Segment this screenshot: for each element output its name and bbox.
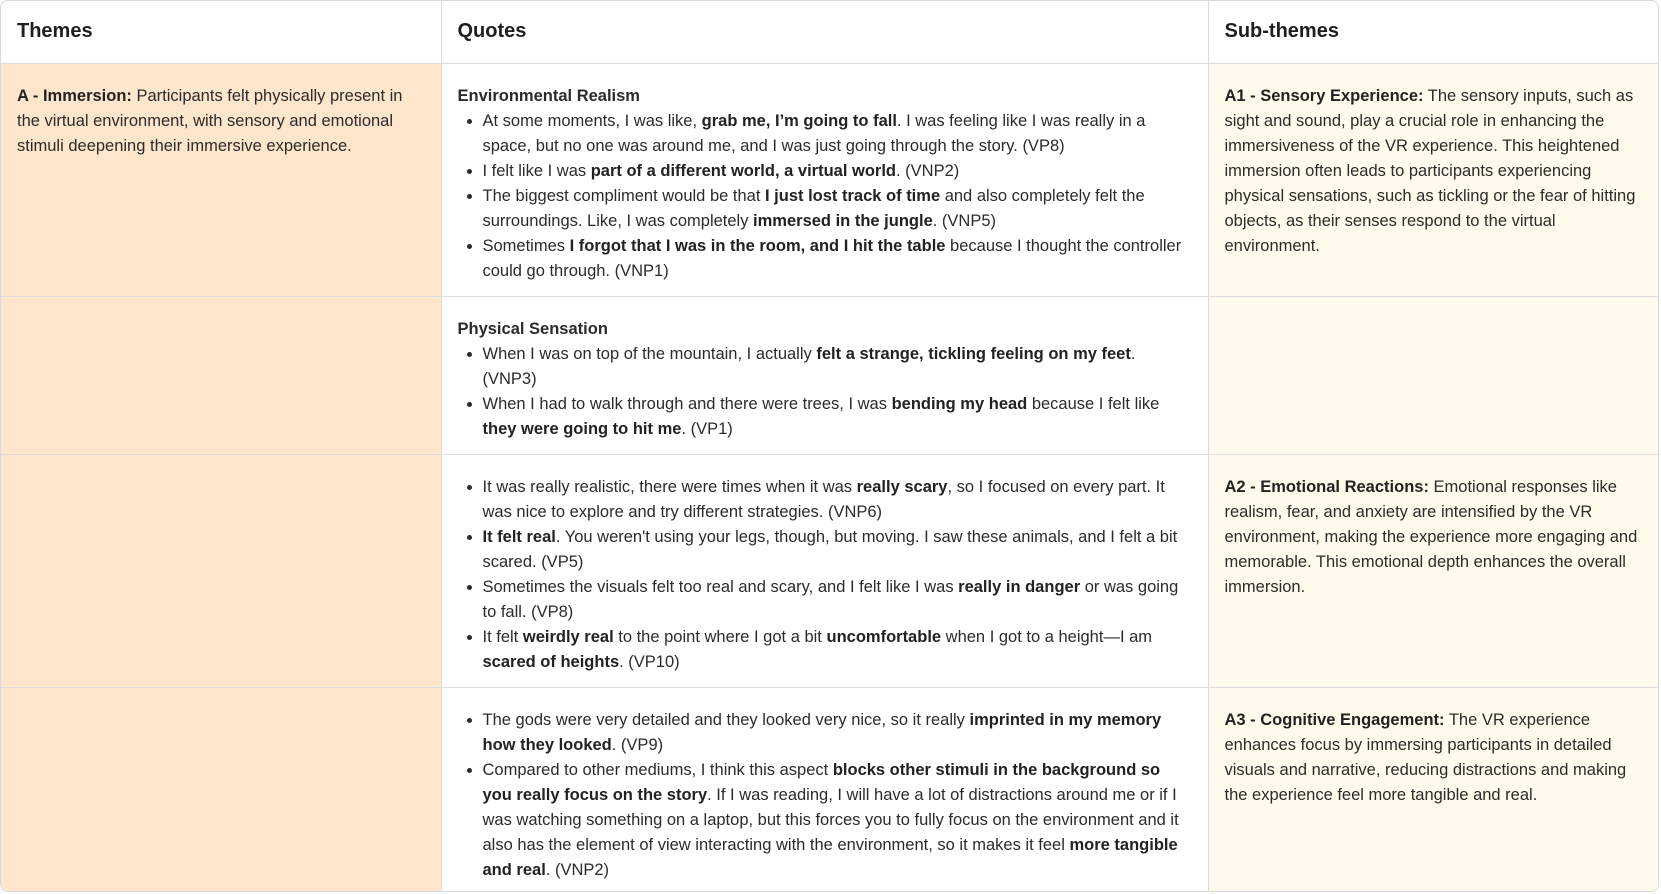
subtheme-cell [1208,454,1658,687]
quote-text: The biggest compliment would be that [482,186,765,205]
quote-emphasis: I just lost track of time [765,186,941,205]
header-quotes: Quotes [441,1,1208,63]
quote-text: because I felt like [1027,394,1160,413]
theme-cell [1,63,441,296]
theme-description: Participants felt physically present in the virtual environment, with sensory and emotional stimuli deepening their immersive experience. [17,86,403,155]
quote-emphasis: weirdly real [522,627,614,646]
quote-emphasis: really in danger [958,577,1081,596]
quote-emphasis: more tangible and real [482,835,1178,879]
quote-text: It felt [482,627,523,646]
subtheme-cell [1208,63,1658,296]
subtheme-description: Emotional responses like realism, fear, and anxiety are intensified by the VR environment, making the experience more engaging and memorable. This emotional depth enhances the overall immersion. [1224,477,1638,596]
quote-emphasis: uncomfortable [826,627,942,646]
quote-emphasis: I forgot that I was in the room, and I hit the table [569,236,946,255]
quote-text: . (VP1) [681,419,733,438]
quote-item [483,708,1192,758]
quote-item [483,475,1192,525]
quote-list [458,708,1192,883]
subtheme-cell [1208,296,1658,454]
quotes-cell [441,687,1208,892]
quote-item [483,625,1192,675]
quote-item [483,159,1192,184]
quote-text: The gods were very detailed and they looked very nice, so it really [482,710,970,729]
quote-emphasis: really scary [856,477,948,496]
quote-text: . (VNP2) [545,860,610,879]
subtheme-label: A1 - Sensory Experience: [1224,86,1424,105]
quote-item [483,758,1192,883]
quote-list [458,342,1192,442]
quote-emphasis: grab me, I’m going to fall [701,111,897,130]
subtheme-label: A2 - Emotional Reactions: [1224,477,1429,496]
subtheme-label: A3 - Cognitive Engagement: [1224,710,1445,729]
quote-emphasis: It felt real [482,527,556,546]
quote-list [458,109,1192,284]
theme-label: A - Immersion: [17,86,132,105]
quote-text: I felt like I was [482,161,591,180]
quote-item [483,234,1192,284]
quote-text: . If I was reading, I will have a lot of distractions around me or if I was watching something on a laptop, but this forces you to fully focus on the environment and it also has the element of view interacting with the environment, so it makes it feel [482,785,1179,854]
quote-emphasis: felt a strange, tickling feeling on my feet [816,344,1131,363]
quote-emphasis: they were going to hit me [482,419,682,438]
quote-text: or was going to fall. (VP8) [482,577,1179,621]
quote-list [458,475,1192,675]
quote-item [483,184,1192,234]
quote-text: . I was feeling like I was really in a space, but no one was around me, and I was just going through the story. (VP8) [482,111,1146,155]
subtheme-description: The sensory inputs, such as sight and sound, play a crucial role in enhancing the immersiveness of the VR experience. This heightened immersion often leads to participants experiencing physical sensations, such as tickling or the fear of hitting objects, as their senses respond to the virtual environment. [1224,86,1636,255]
quote-text: when I got to a height—I am [941,627,1153,646]
quote-text: , so I focused on every part. It was nice to explore and try different strategies. (VNP6) [482,477,1165,521]
header-subthemes: Sub-themes [1208,1,1658,63]
quote-text: . (VP9) [611,735,664,754]
header-row [1,1,1658,63]
quote-text: Sometimes [482,236,570,255]
quote-item [483,575,1192,625]
quotes-cell [441,296,1208,454]
quote-text: . (VP10) [619,652,680,671]
quote-item [483,525,1192,575]
quote-group-title: Environmental Realism [457,86,640,105]
quote-text: When I was on top of the mountain, I actually [482,344,817,363]
quote-emphasis: imprinted in my memory how they looked [482,710,1162,754]
quote-emphasis: bending my head [891,394,1028,413]
quote-emphasis: part of a different world, a virtual world [590,161,896,180]
quote-text: because I thought the controller could go through. (VNP1) [482,236,1182,280]
subtheme-description: The VR experience enhances focus by immersing participants in detailed visuals and narrative, reducing distractions and making the experience feel more tangible and real. [1224,710,1627,804]
quote-text: . (VNP2) [896,161,960,180]
quote-text: Compared to other mediums, I think this aspect [482,760,833,779]
quote-text: . You weren't using your legs, though, but moving. I saw these animals, and I felt a bit scared. (VP5) [482,527,1178,571]
themes-table [1,1,1658,892]
quote-emphasis: scared of heights [482,652,620,671]
quote-text: to the point where I got a bit [613,627,827,646]
theme-cell-empty [1,296,441,454]
quote-text: Sometimes the visuals felt too real and scary, and I felt like I was [482,577,959,596]
quote-text: . (VNP5) [932,211,997,230]
table-row [1,63,1658,296]
theme-cell-empty [1,687,441,892]
subtheme-cell [1208,687,1658,892]
quote-emphasis: immersed in the jungle [753,211,933,230]
quote-group-title: Physical Sensation [457,319,608,338]
header-themes: Themes [1,1,441,63]
quote-item [483,392,1192,442]
quotes-cell [441,454,1208,687]
quote-item [483,342,1192,392]
table-row [1,296,1658,454]
theme-cell-empty [1,454,441,687]
table-row [1,454,1658,687]
quote-emphasis: blocks other stimuli in the background so you really focus on the story [482,760,1161,804]
quote-item [483,109,1192,159]
table-row [1,687,1658,892]
quote-text: and also completely felt the surroundings. Like, I was completely [482,186,1145,230]
quote-text: When I had to walk through and there were trees, I was [482,394,892,413]
quote-text: At some moments, I was like, [482,111,702,130]
quote-text: It was really realistic, there were times when it was [482,477,857,496]
quotes-cell [441,63,1208,296]
quote-text: . (VNP3) [482,344,1136,388]
